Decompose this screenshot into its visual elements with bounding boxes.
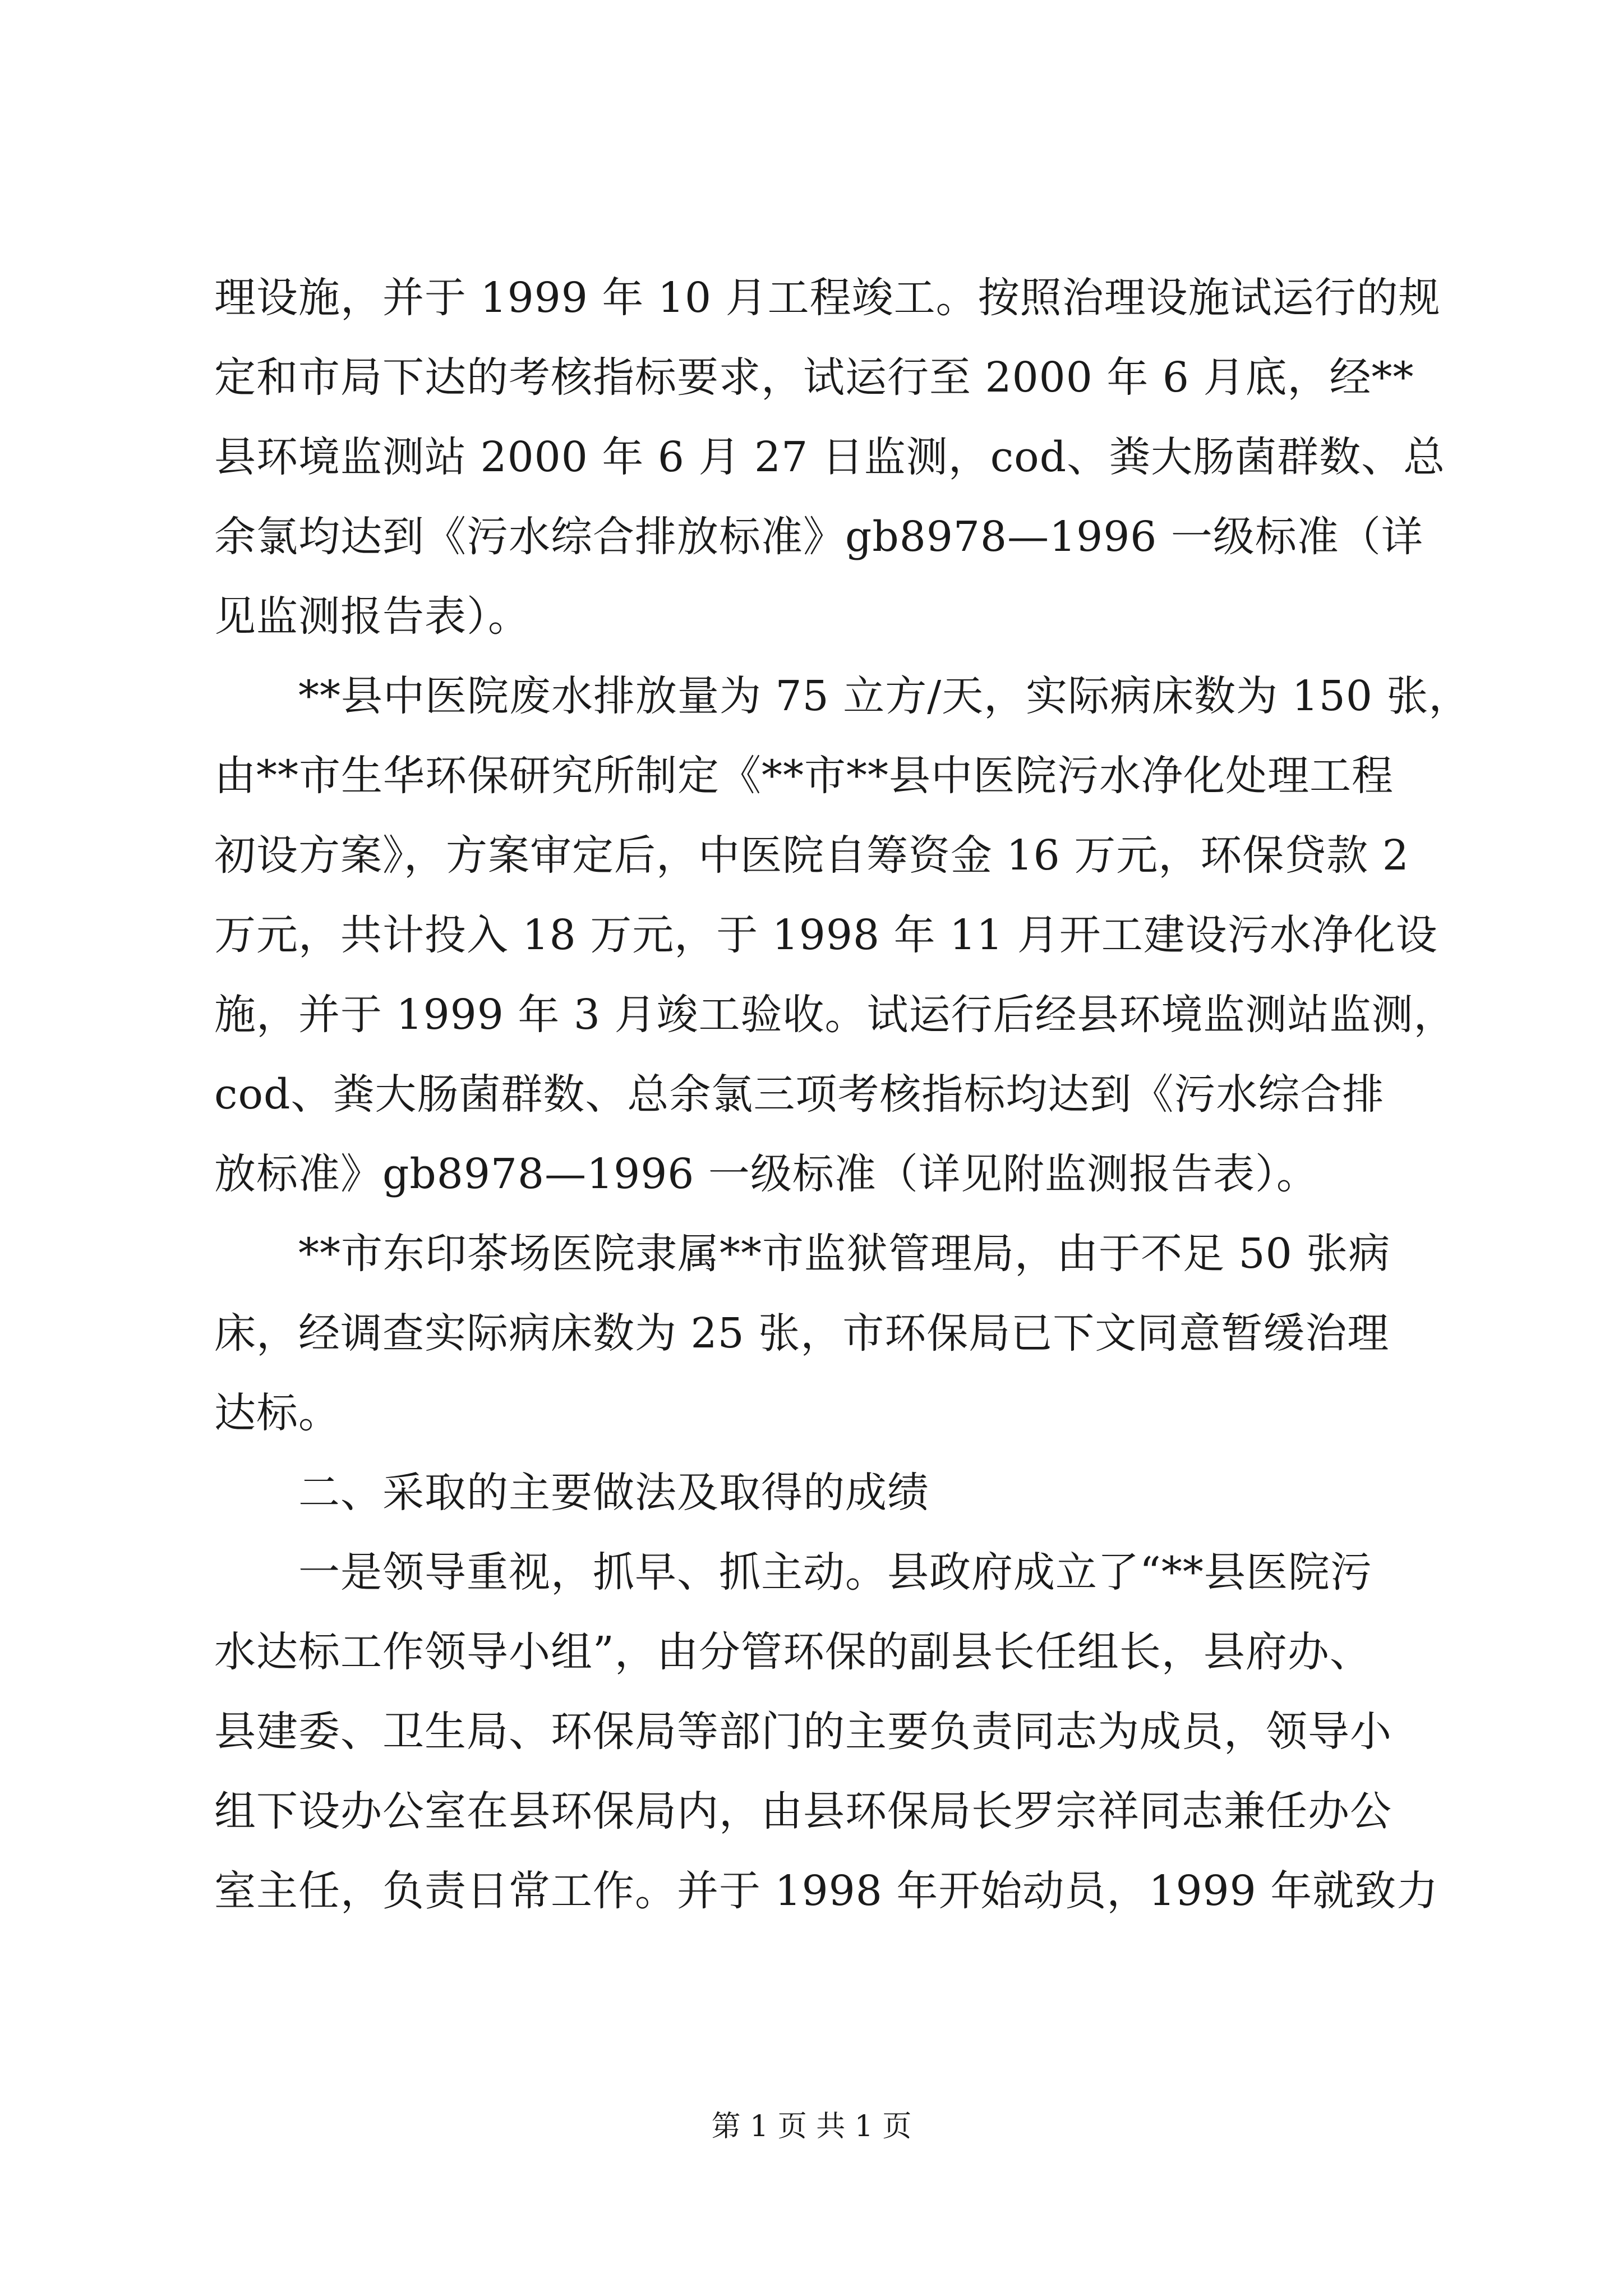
text-line: 万元，共计投入 18 万元，于 1998 年 11 月开工建设污水净化设 xyxy=(214,911,1438,959)
text-line: 放标准》gb8978—1996 一级标准（详见附监测报告表）。 xyxy=(214,1150,1318,1198)
section-heading: 二、采取的主要做法及取得的成绩 xyxy=(214,1469,929,1517)
text-line: 一是领导重视，抓早、抓主动。县政府成立了“**县医院污 xyxy=(214,1548,1372,1596)
text-line: 室主任，负责日常工作。并于 1998 年开始动员，1999 年就致力 xyxy=(214,1867,1439,1915)
text-line: 组下设办公室在县环保局内，由县环保局长罗宗祥同志兼任办公 xyxy=(214,1787,1392,1835)
page-number: 第 1 页 共 1 页 xyxy=(711,2110,912,2143)
text-line: 定和市局下达的考核指标要求，试运行至 2000 年 6 月底，经** xyxy=(214,353,1414,402)
text-line: cod、粪大肠菌群数、总余氯三项考核指标均达到《污水综合排 xyxy=(214,1070,1385,1119)
text-line: 床，经调查实际病床数为 25 张，市环保局已下文同意暂缓治理 xyxy=(214,1309,1390,1358)
text-line: 理设施，并于 1999 年 10 月工程竣工。按照治理设施试运行的规 xyxy=(214,274,1441,322)
text-line: 初设方案》，方案审定后，中医院自筹资金 16 万元，环保贷款 2 xyxy=(214,831,1409,880)
document-body xyxy=(214,258,1471,1931)
text-line: 见监测报告表）。 xyxy=(214,592,530,641)
text-line: **县中医院废水排放量为 75 立方/天，实际病床数为 150 张， xyxy=(214,672,1471,720)
text-line: **市东印茶场医院隶属**市监狱管理局，由于不足 50 张病 xyxy=(214,1230,1391,1278)
text-line: 水达标工作领导小组”，由分管环保的副县长任组长，县府办、 xyxy=(214,1628,1372,1676)
text-line: 县建委、卫生局、环保局等部门的主要负责同志为成员，领导小 xyxy=(214,1708,1392,1756)
text-line: 余氯均达到《污水综合排放标准》gb8978—1996 一级标准（详 xyxy=(214,513,1423,561)
text-line: 施，并于 1999 年 3 月竣工验收。试运行后经县环境监测站监测， xyxy=(214,991,1456,1039)
text-line: 由**市生华环保研究所制定《**市**县中医院污水净化处理工程 xyxy=(214,752,1394,800)
text-line: 达标。 xyxy=(214,1389,340,1437)
text-line: 县环境监测站 2000 年 6 月 27 日监测，cod、粪大肠菌群数、总 xyxy=(214,433,1446,481)
page-footer xyxy=(0,2107,1623,2146)
